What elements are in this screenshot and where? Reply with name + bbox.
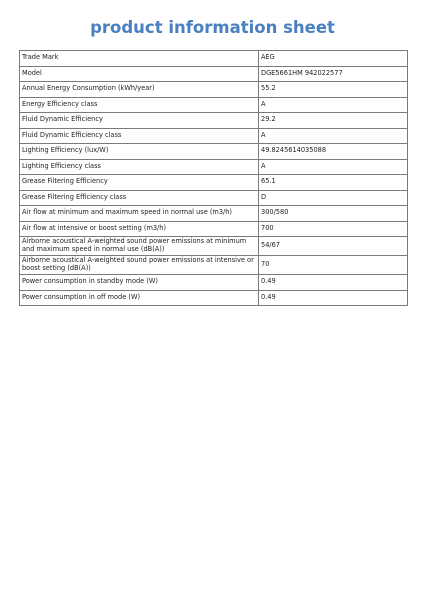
row-label: Grease Filtering Efficiency class: [20, 190, 259, 206]
table-row: [20, 82, 408, 98]
row-label: Fluid Dynamic Efficiency: [20, 113, 259, 129]
table-row: [20, 66, 408, 82]
row-value: D: [259, 190, 408, 206]
row-value: 29.2: [259, 113, 408, 129]
table-row: [20, 275, 408, 291]
row-label: Model: [20, 66, 259, 82]
table-row: [20, 256, 408, 275]
table-row: [20, 128, 408, 144]
row-label: Fluid Dynamic Efficiency class: [20, 128, 259, 144]
row-value: 0.49: [259, 290, 408, 306]
table-row: [20, 237, 408, 256]
row-value: A: [259, 97, 408, 113]
row-value: DGE5661HM 942022577: [259, 66, 408, 82]
table-row: [20, 190, 408, 206]
table-row: [20, 175, 408, 191]
row-label: Airborne acoustical A-weighted sound power emissions at intensive or boost setting (dB(A)): [20, 256, 259, 275]
row-label: Air flow at minimum and maximum speed in normal use (m3/h): [20, 206, 259, 222]
row-label: Annual Energy Consumption (kWh/year): [20, 82, 259, 98]
row-label: Power consumption in off mode (W): [20, 290, 259, 306]
table-row: [20, 51, 408, 67]
row-label: Airborne acoustical A-weighted sound power emissions at minimum and maximum speed in normal use (dB(A)): [20, 237, 259, 256]
row-value: AEG: [259, 51, 408, 67]
row-value: A: [259, 159, 408, 175]
row-value: 55.2: [259, 82, 408, 98]
row-value: 700: [259, 221, 408, 237]
row-label: Lighting Efficiency (lux/W): [20, 144, 259, 160]
row-value: A: [259, 128, 408, 144]
row-label: Power consumption in standby mode (W): [20, 275, 259, 291]
table-row: [20, 97, 408, 113]
row-value: 300/580: [259, 206, 408, 222]
table-row: [20, 221, 408, 237]
row-label: Grease Filtering Efficiency: [20, 175, 259, 191]
page-title: product information sheet: [90, 18, 335, 37]
table-row: [20, 206, 408, 222]
row-value: 0.49: [259, 275, 408, 291]
row-value: 65.1: [259, 175, 408, 191]
row-label: Lighting Efficiency class: [20, 159, 259, 175]
row-label: Air flow at intensive or boost setting (m3/h): [20, 221, 259, 237]
row-value: 70: [259, 256, 408, 275]
row-value: 54/67: [259, 237, 408, 256]
row-value: 49.8245614035088: [259, 144, 408, 160]
table-row: [20, 113, 408, 129]
table-row: [20, 144, 408, 160]
row-label: Trade Mark: [20, 51, 259, 67]
table-row: [20, 159, 408, 175]
row-label: Energy Efficiency class: [20, 97, 259, 113]
product-info-table: [19, 50, 408, 306]
table-row: [20, 290, 408, 306]
